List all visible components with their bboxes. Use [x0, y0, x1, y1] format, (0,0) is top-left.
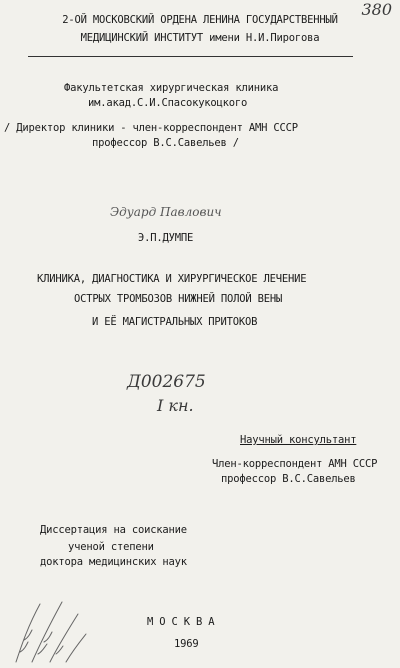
margin-handwriting — [10, 574, 90, 664]
faculty-line-4: профессор В.С.Савельев / — [92, 137, 239, 149]
consultant-heading: Научный консультант — [240, 434, 357, 446]
dissertation-line-1: Диссертация на соискание — [40, 524, 187, 536]
dissertation-line-2: ученой степени — [68, 541, 154, 553]
city: М О С К В А — [147, 616, 215, 628]
year: 1969 — [174, 638, 199, 650]
faculty-line-1: Факультетская хирургическая клиника — [64, 82, 279, 94]
handwritten-code: Д002675 — [127, 372, 206, 392]
handwritten-note: I кн. — [157, 396, 194, 415]
page-number: 380 — [361, 0, 392, 19]
consultant-line-2: профессор В.С.Савельев — [221, 473, 356, 485]
faculty-line-2: им.акад.С.И.Спасокукоцкого — [88, 97, 248, 109]
header-line-2: МЕДИЦИНСКИЙ ИНСТИТУТ имени Н.И.Пирогова — [80, 32, 320, 44]
author-name: Э.П.ДУМПЕ — [138, 232, 194, 244]
title-line-1: КЛИНИКА, ДИАГНОСТИКА И ХИРУРГИЧЕСКОЕ ЛЕЧЕНИЕ — [37, 273, 307, 285]
faculty-line-3: / Директор клиники - член-корреспондент АМН СССР — [4, 122, 298, 134]
author-signature: Эдуард Павлович — [110, 205, 222, 219]
title-line-2: ОСТРЫХ ТРОМБОЗОВ НИЖНЕЙ ПОЛОЙ ВЕНЫ — [74, 293, 283, 305]
dissertation-line-3: доктора медицинских наук — [40, 556, 187, 568]
header-line-1: 2-ОЙ МОСКОВСКИЙ ОРДЕНА ЛЕНИНА ГОСУДАРСТВЕННЫЙ — [62, 14, 338, 26]
title-line-3: И ЕЁ МАГИСТРАЛЬНЫХ ПРИТОКОВ — [92, 316, 258, 328]
header-divider — [28, 56, 353, 57]
consultant-line-1: Член-корреспондент АМН СССР — [212, 458, 378, 470]
